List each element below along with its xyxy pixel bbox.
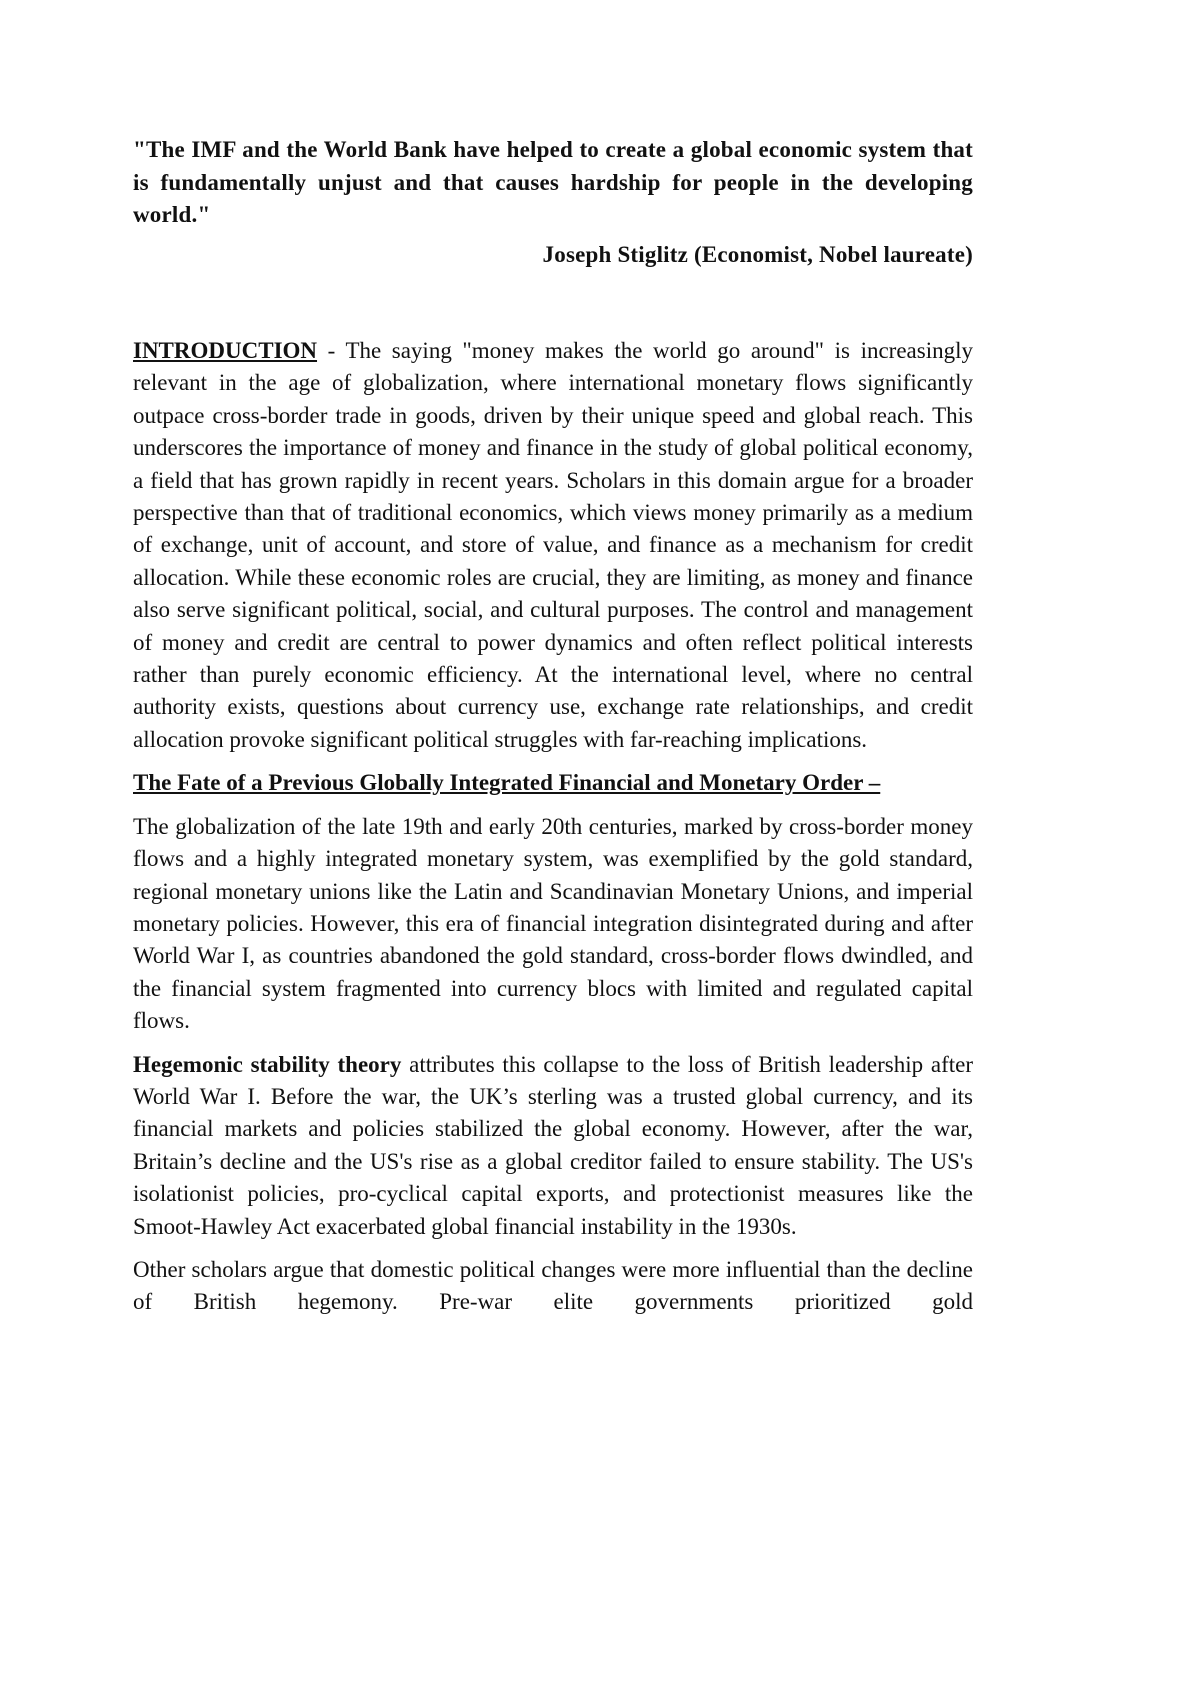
epigraph-attribution: Joseph Stiglitz (Economist, Nobel laureate) xyxy=(542,241,973,267)
introduction-heading: INTRODUCTION xyxy=(133,338,318,363)
section-heading: The Fate of a Previous Globally Integrated Financial and Monetary Order – xyxy=(133,770,881,796)
document-page xyxy=(133,134,973,1319)
section-paragraph-2 xyxy=(133,1049,973,1243)
introduction-body: The saying "money makes the world go around" is increasingly relevant in the age of globalization, where international monetary flows significantly outpace cross-border trade in goods, driven by their unique speed and global reach. This underscores the importance of money and finance in the study of global political economy, a field that has grown rapidly in recent years. Scholars in this domain argue for a broader perspective than that of traditional economics, which views money primarily as a medium of exchange, unit of account, and store of value, and finance as a mechanism for credit allocation. While these economic roles are crucial, they are limiting, as money and finance also serve significant political, social, and cultural purposes. The control and management of money and credit are central to power dynamics and often reflect political interests rather than purely economic efficiency. At the international level, where no central authority exists, questions about currency use, exchange rate relationships, and credit allocation provoke significant political struggles with far-reaching implications. xyxy=(133,338,973,752)
epigraph-quote: "The IMF and the World Bank have helped to create a global economic system that is fundamentally unjust and that causes hardship for people in the developing world." xyxy=(133,137,973,227)
section-paragraph-2-body: attributes this collapse to the loss of British leadership after World War I. Before the war, the UK’s sterling was a trusted global currency, and its financial markets and policies stabilized the global economy. However, after the war, Britain’s decline and the US's rise as a global creditor failed to ensure stability. The US's isolationist policies, pro-cyclical capital exports, and protectionist measures like the Smoot-Hawley Act exacerbated global financial instability in the 1930s. xyxy=(133,1051,973,1239)
introduction-separator: - xyxy=(317,338,346,363)
introduction-paragraph xyxy=(133,335,973,756)
section-paragraph-1: The globalization of the late 19th and early 20th centuries, marked by cross-border money flows and a highly integrated monetary system, was exemplified by the gold standard, regional monetary unions like the Latin and Scandinavian Monetary Unions, and imperial monetary policies. However, this era of financial integration disintegrated during and after World War I, as countries abandoned the gold standard, cross-border flows dwindled, and the financial system fragmented into currency blocs with limited and regulated capital flows. xyxy=(133,813,973,1034)
section-paragraph-3: Other scholars argue that domestic political changes were more influential than the decline of British hegemony. Pre-war elite governments prioritized gold xyxy=(133,1257,973,1315)
bold-term-hegemonic-stability-theory: Hegemonic stability theory xyxy=(133,1051,402,1077)
